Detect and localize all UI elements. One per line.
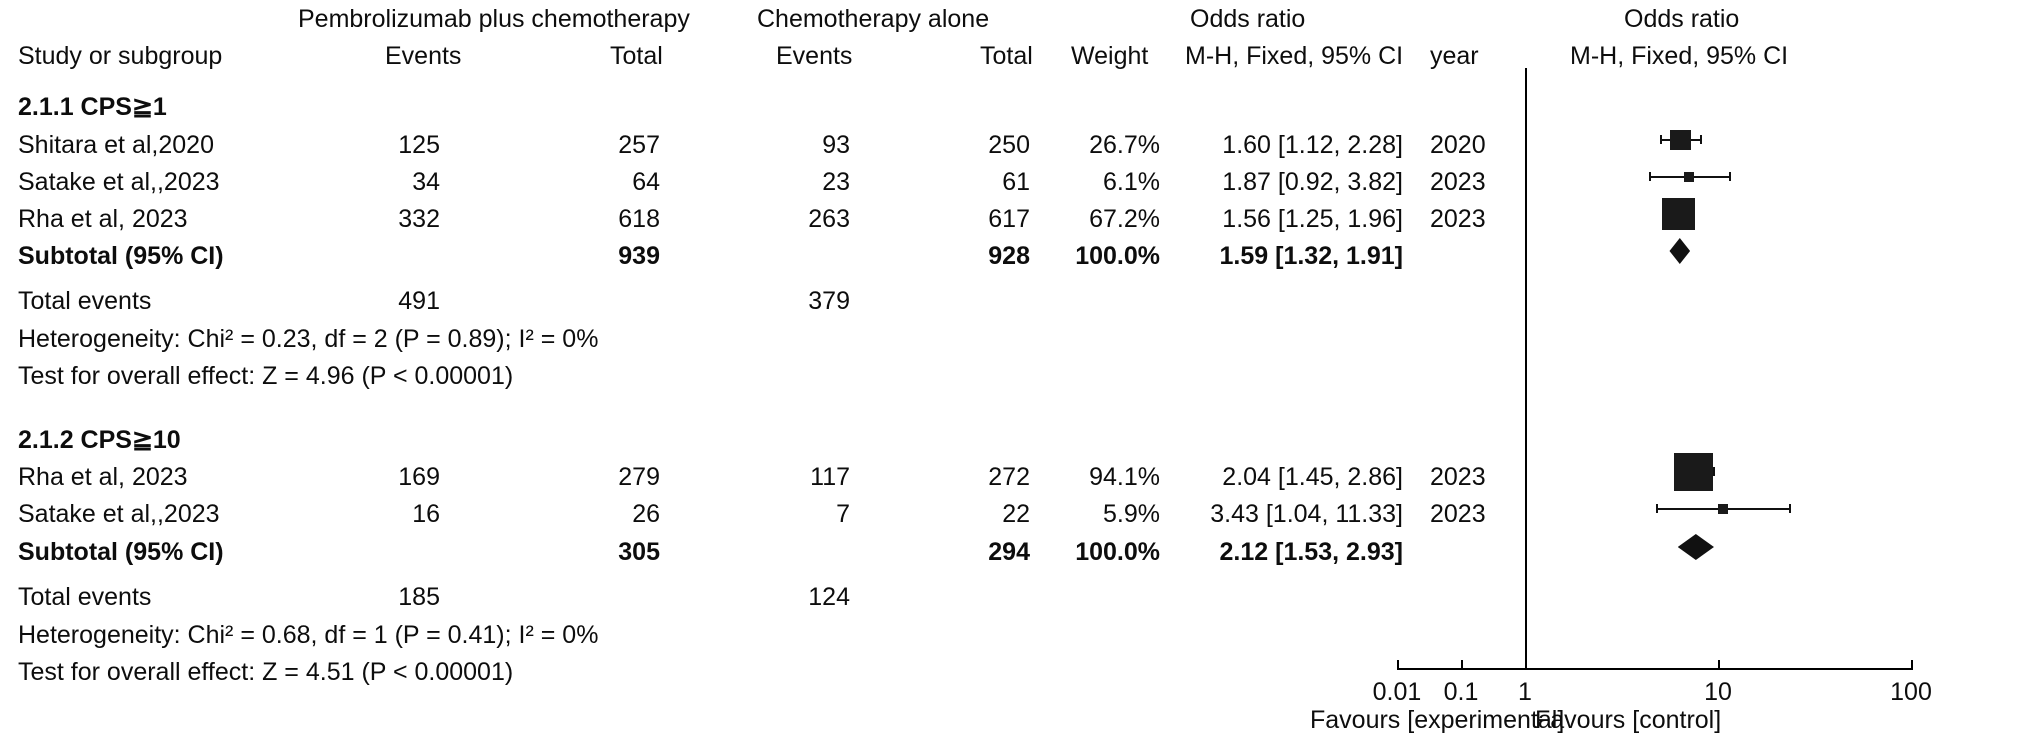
x-axis-tick: [1525, 660, 1527, 670]
effect-size-box: [1662, 198, 1695, 231]
x-axis-tick: [1911, 660, 1913, 670]
total-events1: 185: [398, 583, 440, 611]
header-group-control: Chemotherapy alone: [757, 5, 990, 33]
study-name: Rha et al, 2023: [18, 205, 188, 233]
study-or-ci: 2.04 [1.45, 2.86]: [1222, 463, 1403, 491]
study-total2: 272: [988, 463, 1030, 491]
subtotal-total2: 294: [988, 538, 1030, 566]
subtotal-total1: 939: [618, 242, 660, 270]
effect-size-box: [1674, 453, 1713, 492]
x-axis-label-2: 1: [1518, 678, 1532, 706]
x-axis-tick: [1397, 660, 1399, 670]
col-header-total2: Total: [980, 42, 1033, 70]
overall-effect-text: Test for overall effect: Z = 4.96 (P < 0.00001): [18, 362, 514, 390]
study-year: 2023: [1430, 500, 1486, 528]
study-events2: 263: [808, 205, 850, 233]
study-total2: 617: [988, 205, 1030, 233]
study-total1: 257: [618, 131, 660, 159]
subtotal-or-ci: 2.12 [1.53, 2.93]: [1219, 538, 1403, 566]
x-axis-label-0: 0.01: [1372, 678, 1422, 706]
study-total1: 618: [618, 205, 660, 233]
study-name: Shitara et al,2020: [18, 131, 214, 159]
header-group-or-plot: Odds ratio: [1624, 5, 1740, 33]
study-year: 2020: [1430, 131, 1486, 159]
summary-diamond: [1678, 534, 1714, 560]
subtotal-label: Subtotal (95% CI): [18, 242, 224, 270]
confidence-interval-cap: [1789, 504, 1791, 513]
study-or-ci: 1.60 [1.12, 2.28]: [1222, 131, 1403, 159]
subtotal-total1: 305: [618, 538, 660, 566]
total-events1: 491: [398, 287, 440, 315]
study-weight: 26.7%: [1089, 131, 1160, 159]
confidence-interval-cap: [1660, 135, 1662, 144]
study-events2: 7: [836, 500, 850, 528]
total-events2: 124: [808, 583, 850, 611]
study-events1: 34: [412, 168, 440, 196]
header-group-or-text: Odds ratio: [1190, 5, 1306, 33]
study-events2: 93: [822, 131, 850, 159]
x-axis-line: [1397, 668, 1912, 670]
x-axis-label-4: 100: [1890, 678, 1932, 706]
subgroup-title-1: 2.1.1 CPS≧1: [18, 93, 167, 121]
study-total2: 250: [988, 131, 1030, 159]
confidence-interval-cap: [1729, 172, 1731, 181]
col-header-or-ci-plot: M-H, Fixed, 95% CI: [1570, 42, 1789, 70]
study-name: Rha et al, 2023: [18, 463, 188, 491]
total-events-label: Total events: [18, 583, 152, 611]
study-events2: 23: [822, 168, 850, 196]
study-weight: 5.9%: [1103, 500, 1160, 528]
x-axis-tick: [1461, 660, 1463, 670]
study-events1: 169: [398, 463, 440, 491]
effect-size-box: [1670, 130, 1691, 151]
study-year: 2023: [1430, 168, 1486, 196]
subgroup-title-2: 2.1.2 CPS≧10: [18, 426, 181, 454]
study-total2: 61: [1002, 168, 1030, 196]
study-events1: 125: [398, 131, 440, 159]
subtotal-or-ci: 1.59 [1.32, 1.91]: [1219, 242, 1403, 270]
col-header-events2: Events: [776, 42, 853, 70]
effect-size-box: [1718, 504, 1728, 514]
x-axis-label-1: 0.1: [1443, 678, 1479, 706]
favours-control-label: Favours [control]: [1535, 706, 1722, 734]
study-total1: 279: [618, 463, 660, 491]
study-weight: 6.1%: [1103, 168, 1160, 196]
x-axis-label-3: 10: [1704, 678, 1732, 706]
favours-experimental-label: Favours [experimental]: [1310, 706, 1565, 734]
study-name: Satake et al,,2023: [18, 168, 220, 196]
study-name: Satake et al,,2023: [18, 500, 220, 528]
study-or-ci: 1.87 [0.92, 3.82]: [1222, 168, 1403, 196]
study-total1: 26: [632, 500, 660, 528]
total-events2: 379: [808, 287, 850, 315]
col-header-total1: Total: [610, 42, 663, 70]
confidence-interval-cap: [1649, 172, 1651, 181]
study-or-ci: 3.43 [1.04, 11.33]: [1210, 500, 1403, 528]
marker-layer: [1380, 0, 2032, 737]
study-events1: 332: [398, 205, 440, 233]
confidence-interval-cap: [1656, 504, 1658, 513]
study-year: 2023: [1430, 205, 1486, 233]
header-group-experimental: Pembrolizumab plus chemotherapy: [298, 5, 690, 33]
study-weight: 67.2%: [1089, 205, 1160, 233]
total-events-label: Total events: [18, 287, 152, 315]
overall-effect-text: Test for overall effect: Z = 4.51 (P < 0.00001): [18, 658, 514, 686]
col-header-or-ci: M-H, Fixed, 95% CI: [1185, 42, 1404, 70]
study-or-ci: 1.56 [1.25, 1.96]: [1222, 205, 1403, 233]
study-events2: 117: [810, 463, 850, 491]
study-total1: 64: [632, 168, 660, 196]
study-weight: 94.1%: [1089, 463, 1160, 491]
study-events1: 16: [412, 500, 440, 528]
x-axis-tick: [1718, 660, 1720, 670]
confidence-interval-cap: [1700, 135, 1702, 144]
col-header-year: year: [1430, 42, 1479, 70]
subtotal-weight: 100.0%: [1075, 242, 1160, 270]
study-total2: 22: [1002, 500, 1030, 528]
subtotal-weight: 100.0%: [1075, 538, 1160, 566]
effect-size-box: [1684, 172, 1694, 182]
subtotal-total2: 928: [988, 242, 1030, 270]
study-year: 2023: [1430, 463, 1486, 491]
heterogeneity-text: Heterogeneity: Chi² = 0.23, df = 2 (P = 0.89); I² = 0%: [18, 325, 599, 353]
col-header-weight: Weight: [1071, 42, 1149, 70]
col-header-events1: Events: [385, 42, 462, 70]
heterogeneity-text: Heterogeneity: Chi² = 0.68, df = 1 (P = 0.41); I² = 0%: [18, 621, 599, 649]
col-header-study: Study or subgroup: [18, 42, 223, 70]
subtotal-label: Subtotal (95% CI): [18, 538, 224, 566]
summary-diamond: [1669, 238, 1690, 264]
